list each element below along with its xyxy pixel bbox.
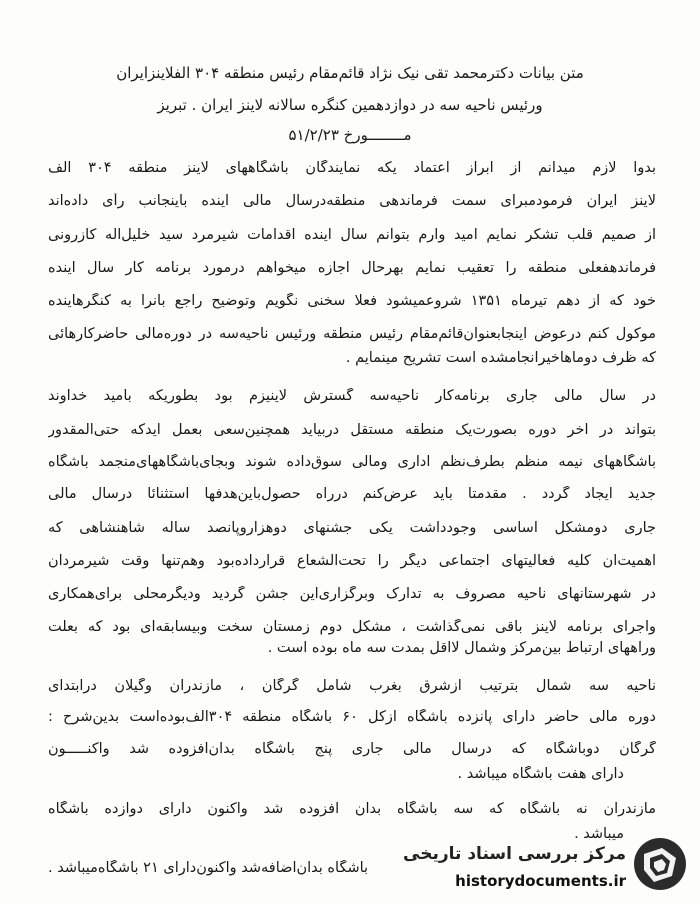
- body-line: که ظرف دوماهاخیرانجامشده است تشریح مینمایم .: [345, 350, 656, 366]
- body-line: واجرای برنامه لاینز باقی نمی‌گذاشت ، مشکل دوم زمستان سخت وبیسابقه‌ای بود که بعلت: [48, 619, 656, 635]
- body-line: وراههای ارتباط بین‌مرکز وشمال لااقل بمدت سه ماه بوده است .: [267, 640, 656, 656]
- body-line: دارای هفت باشگاه میباشد .: [457, 766, 624, 782]
- body-line: موکول کنم درعوض اینجابعنوان‌قائم‌مقام رئیس منطقه ورئیس ناحیه‌سه در دوره‌مالی حاضرکارهائی: [48, 326, 656, 342]
- archive-logo-icon: [632, 836, 688, 892]
- body-line: از صمیم قلب تشکر نمایم امید وارم بتوانم سال آینده اقدامات شیرمرد سید خلیل‌اله کازرونی: [48, 227, 656, 243]
- body-line: در شهرستانهای ناحیه مصروف به تدارک وبرگزاری‌این جشن گردید ودیگرمحلی برای‌همکاری: [48, 586, 656, 602]
- body-line: گرگان دوباشگاه که درسال مالی جاری پنج باشگاه بدان‌افزوده شد واکنـــــون: [48, 741, 656, 757]
- body-line: مازندران نه باشگاه که سه باشگاه بدان افزوده شد واکنون دارای دوازده باشگاه: [48, 801, 656, 817]
- body-line: فرماندهفعلی منطقه را تعقیب نمایم بهرحال اجازه میخواهم درمورد برنامه کار سال آینده: [48, 260, 656, 276]
- body-line: لاینز ایران فرمودمبرای سمت فرماندهی منطقه‌درسال مالی آینده باینجانب رأی داده‌اند: [48, 193, 656, 209]
- body-line: بدوا لازم میدانم از ابراز اعتماد یکه نمایندگان باشگاههای لاینز منطقه ۳۰۴ الف: [48, 160, 656, 176]
- body-line: بتواند در آخر دوره بصورت‌یک منطقه مستقل دربیاید همچنین‌سعی بعمل آیدکه حتی‌المقدور: [48, 422, 656, 438]
- archive-watermark: [403, 828, 696, 902]
- body-line: جدید ایجاد گردد . مقدمتا باید عرض‌کنم درراه حصول‌باین‌هدفها استثنائا درسال مالی: [48, 486, 656, 502]
- body-line: باشگاههای نیمه منظم بطرف‌نظم اداری ومالی سوق‌داده شوند وبجای‌باشگاههای‌منجمد باشگاه: [48, 454, 656, 470]
- body-line: میباشد .: [574, 826, 624, 842]
- header-date: مــــــــورخ ۵۱/۲/۲۳: [288, 126, 412, 144]
- body-line: اهمیت‌آن کلیه فعالیتهای اجتماعی دیگر را تحت‌الشعاع قرارداده‌بود وهم‌تنها وقت شیرمردان: [48, 553, 656, 569]
- body-line: جاری دومشکل اساسی وجودداشت یکی جشنهای دوهزاروپانصد ساله شاهنشاهی که: [48, 520, 656, 536]
- body-line: باشگاه بدان‌اضافه‌شد واکنون‌دارای ۲۱ باشگاه‌میباشد .: [48, 860, 369, 876]
- body-line: خود که از دهم تیرماه ۱۳۵۱ شروعمیشود فعلا سخنی نگویم وتوضیح راجع بآنرا به کنگرهآینده: [48, 293, 656, 309]
- body-line: در سال مالی جاری برنامه‌کار ناحیه‌سه گسترش لاینیزم بود بطوریکه بامید خداوند: [48, 388, 656, 404]
- header-title-line-1: متن بیانات دکترمحمد تقی نیک نژاد قائم‌مقام رئیس منطقه ۳۰۴ الفلاینزایران: [116, 64, 584, 82]
- body-line: ناحیه سه شمال بترتیب ازشرق بغرب شامل گرگان ، مازندران وگیلان درابتدای: [48, 678, 656, 694]
- archive-url[interactable]: historydocuments.ir: [455, 872, 626, 890]
- body-line: دوره مالی حاضر دارای پانزده باشگاه ازکل ۶۰ باشگاه منطقه ۳۰۴الف‌بوده‌است بدین‌شرح :: [48, 709, 656, 725]
- archive-name: مرکز بررسی اسناد تاریخی: [403, 844, 626, 864]
- header-title-line-2: ورئیس ناحیه سه در دوازدهمین کنگره سالانه لاینز ایران . تبریز: [157, 96, 543, 114]
